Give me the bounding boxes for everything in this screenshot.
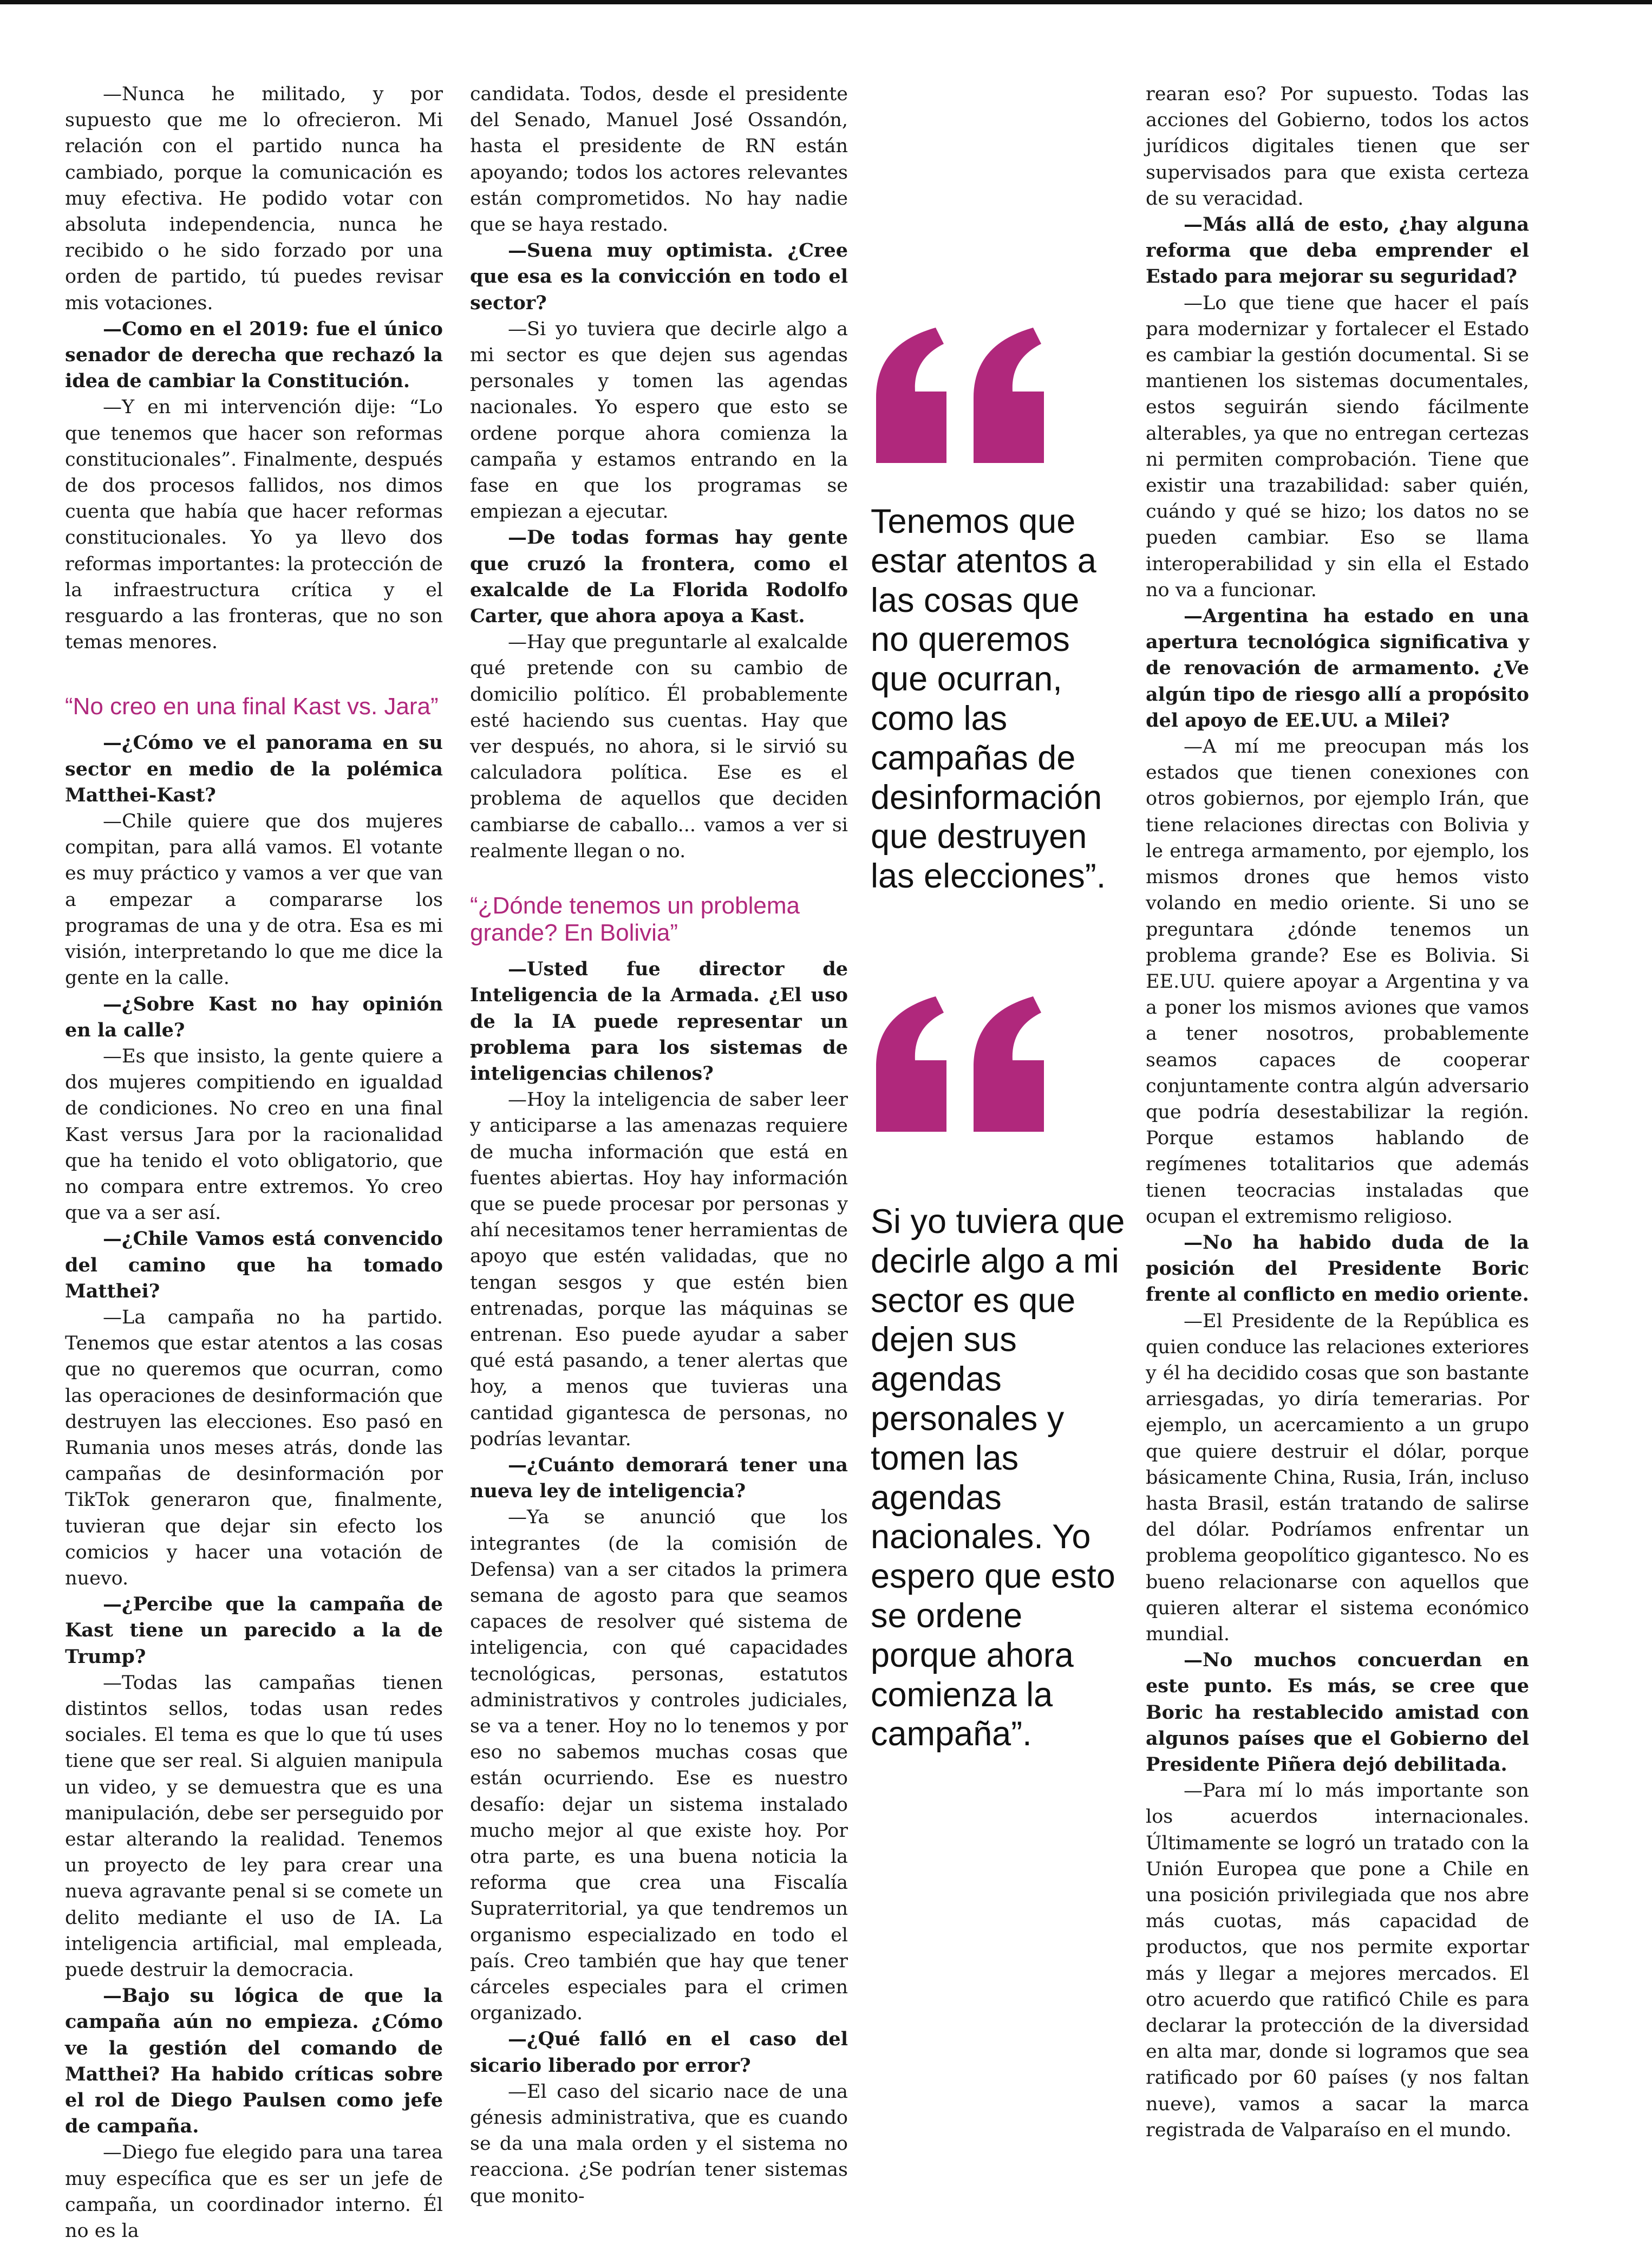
answer-paragraph: —Chile quiere que dos mujeres compitan, para allá vamos. El votante es muy práctico y vamos a ver que van a empezar a compararse los programas de una y de otra. Esa es mi visión, interpretando lo que me dice la gente en la calle. — [65, 811, 443, 989]
answer-paragraph: —Lo que tiene que hacer el país para modernizar y fortalecer el Estado es cambiar la gestión documental. Si se mantienen los sistemas documentales, estos seguirán siendo fácilmente alterables, ya que no entregan certezas ni permiten comprobación. Tiene que existir una trazabilidad: saber quién, cuándo y qué se hizo; los datos no se pueden cambiar. Eso se llama interoperabilidad y sin ella el Estado no va a funcionar. — [1146, 292, 1529, 601]
quote-mark-icon — [871, 328, 1049, 474]
continued-paragraph: candidata. Todos, desde el presidente del Senado, Manuel José Ossandón, hasta el presidente de RN están apoyando; todos los actores relevantes están comprometidos. No hay nadie que se haya restado. — [470, 83, 848, 236]
answer-paragraph: —Diego fue elegido para una tarea muy específica que es ser un jefe de campaña, un coordinador interno. Él no es la — [65, 2142, 443, 2242]
article-column-2 — [470, 81, 848, 2209]
question-paragraph: —Suena muy optimista. ¿Cree que esa es la convicción en todo el sector? — [470, 239, 848, 314]
question-paragraph: —Usted fue director de Inteligencia de la Armada. ¿El uso de la IA puede representar un problema para los sistemas de inteligencias chilenos? — [470, 958, 848, 1085]
paragraph-group — [65, 730, 443, 2244]
paragraph-group — [65, 81, 443, 655]
continued-paragraph: rearan eso? Por supuesto. Todas las acciones del Gobierno, todos los actos jurídicos digitales tienen que ser supervisados para que exista certeza de su veracidad. — [1146, 83, 1529, 210]
question-paragraph: —¿Sobre Kast no hay opinión en la calle? — [65, 993, 443, 1041]
pull-quote-column — [871, 81, 1125, 1976]
pull-quote — [871, 328, 1125, 896]
answer-paragraph: —Hay que preguntarle al exalcalde qué pretende con su cambio de domicilio político. Él probablemente esté haciendo sus cuentas. Hay que ver después, no ahora, si le sirvió su calculadora política. Ese es el problema de aquellos que deciden cambiarse de caballo... vamos a ver si realmente llegan o no. — [470, 631, 848, 862]
article-column-1 — [65, 81, 443, 2244]
question-paragraph: —¿Chile Vamos está convencido del camino que ha tomado Matthei? — [65, 1228, 443, 1302]
paragraph-group — [470, 81, 848, 864]
answer-paragraph: —Para mí lo más importante son los acuerdos internacionales. Últimamente se logró un tratado con la Unión Europea que pone a Chile en una posición privilegiada que nos abre más cuotas, más capacidad de productos, que nos permite exportar más y llegar a mejores mercados. El otro acuerdo que ratificó Chile es para declarar la protección de la diversidad en alta mar, donde si logramos que sea ratificado por 60 países (y nos faltan nueve), vamos a sacar la marca registrada de Valparaíso en el mundo. — [1146, 1780, 1529, 2141]
question-paragraph: —De todas formas hay gente que cruzó la frontera, como el exalcalde de La Florida Rodolfo Carter, que ahora apoya a Kast. — [470, 526, 848, 628]
answer-paragraph: —Nunca he militado, y por supuesto que me lo ofrecieron. Mi relación con el partido nunca ha cambiado, porque la comunicación es muy efectiva. He podido votar con absoluta independencia, nunca he recibido o he sido forzado por una orden de partido, tú puedes revisar mis votaciones. — [65, 83, 443, 314]
question-paragraph: —Como en el 2019: fue el único senador de derecha que rechazó la idea de cambiar la Constitución. — [65, 317, 443, 393]
pull-quote-text: Si yo tuviera que decirle algo a mi sector es que dejen sus agendas personales y tomen las agendas nacionales. Yo espero que esto se ordene porque ahora comienza la campaña”. — [871, 1203, 1125, 1753]
question-paragraph: —Argentina ha estado en una apertura tecnológica significativa y de renovación de armamento. ¿Ve algún tipo de riesgo allí a propósito del apoyo de EE.UU. a Milei? — [1146, 605, 1529, 732]
answer-paragraph: —El caso del sicario nace de una génesis administrativa, que es cuando se da una mala orden y el sistema no reacciona. ¿Se podrían tener sistemas que monito- — [470, 2080, 848, 2207]
answer-paragraph: —El Presidente de la República es quien conduce las relaciones exteriores y él ha decidido cosas que son bastante arriesgadas, yo diría temerarias. Por ejemplo, un acercamiento a un grupo que quiere destruir el dólar, porque básicamente China, Rusia, Irán, incluso hasta Brasil, están tratando de salirse del dólar. Podríamos enfrentar un problema geopolítico gigantesco. No es bueno relacionarse con aquellos que quieren alterar el sistema económico mundial. — [1146, 1310, 1529, 1645]
subheading: “No creo en una final Kast vs. Jara” — [65, 693, 439, 720]
answer-paragraph: —Hoy la inteligencia de saber leer y anticiparse a las amenazas requiere de mucha información que está en fuentes abiertas. Hoy hay información que se puede procesar por personas y ahí necesitamos tener herramientas de apoyo que estén validadas, que no tengan sesgos y que estén bien entrenadas, porque las máquinas se entrenan. Eso puede ayudar a saber qué está pasando, a tener alertas que hoy, a menos que tuvieras una cantidad gigantesca de personas, no podrías levantar. — [470, 1089, 848, 1450]
question-paragraph: —¿Cómo ve el panorama en su sector en medio de la polémica Matthei-Kast? — [65, 732, 443, 806]
paragraph-group — [1146, 81, 1529, 2143]
answer-paragraph: —Ya se anunció que los integrantes (de la comisión de Defensa) van a ser citados la primera semana de agosto para que seamos capaces de resolver qué sistema de inteligencia, con qué capacidades tecnológicas, personas, estatutos administrativos y controles judiciales, se va a tener. Hoy no lo tenemos y por eso no sabemos muchas cosas que están ocurriendo. Ese es nuestro desafío: dejar un sistema instalado mucho mejor al que existe hoy. Por otra parte, es una buena noticia la reforma que crea una Fiscalía Supraterritorial, ya que tendremos un organismo especializado en todo el país. Creo también que hay que tener cárceles especiales para el crimen organizado. — [470, 1506, 848, 2025]
top-rule — [0, 0, 1652, 4]
answer-paragraph: —Es que insisto, la gente quiere a dos mujeres compitiendo en igualdad de condiciones. No creo en una final Kast versus Jara por la racionalidad que ha tenido el voto obligatorio, que no compara entre extremos. Yo creo que va a ser así. — [65, 1045, 443, 1224]
answer-paragraph: —La campaña no ha partido. Tenemos que estar atentos a las cosas que no queremos que ocurran, como las operaciones de desinformación que destruyen las elecciones. Eso pasó en Rumania unos meses atrás, donde las campañas de desinformación por TikTok generaron que, finalmente, tuvieran que dejar sin efecto los comicios y hacer una votación de nuevo. — [65, 1306, 443, 1589]
pull-quote — [871, 996, 1125, 1754]
pull-quote-text: Tenemos que estar atentos a las cosas que no queremos que ocurran, como las campañas de desinformación que destruyen las elecciones”. — [871, 503, 1106, 896]
question-paragraph: —No ha habido duda de la posición del Presidente Boric frente al conflicto en medio oriente. — [1146, 1231, 1529, 1306]
answer-paragraph: —A mí me preocupan más los estados que tienen conexiones con otros gobiernos, por ejemplo Irán, que tiene relaciones directas con Bolivia y le entrega armamento, por ejemplo, los mismos drones que hemos visto volando en medio oriente. Si uno se preguntara ¿dónde tenemos un problema grande? Ese es Bolivia. Si EE.UU. quiere apoyar a Argentina y va a poner los mismos aviones que vamos a tener nosotros, probablemente seamos capaces de cooperar conjuntamente contra algún adversario que podría desestabilizar la región. Porque estamos hablando de regímenes totalitarios que además tienen teocracias instaladas que ocupan el extremismo religioso. — [1146, 736, 1529, 1228]
quote-mark-icon — [871, 996, 1049, 1143]
question-paragraph: —¿Percibe que la campaña de Kast tiene un parecido a la de Trump? — [65, 1593, 443, 1668]
question-paragraph: —Bajo su lógica de que la campaña aún no empieza. ¿Cómo ve la gestión del comando de Matthei? Ha habido críticas sobre el rol de Diego Paulsen como jefe de campaña. — [65, 1985, 443, 2138]
subheading: “¿Dónde tenemos un problema grande? En Bolivia” — [470, 892, 800, 947]
paragraph-group — [470, 956, 848, 2209]
question-paragraph: —¿Cuánto demorará tener una nueva ley de inteligencia? — [470, 1453, 848, 1503]
answer-paragraph: —Si yo tuviera que decirle algo a mi sector es que dejen sus agendas personales y tomen las agendas nacionales. Yo espero que esto se ordene porque ahora comienza la campaña y estamos entrando en la fase en que los programas se empiezan a ejecutar. — [470, 318, 848, 523]
question-paragraph: —¿Qué falló en el caso del sicario liberado por error? — [470, 2028, 848, 2077]
answer-paragraph: —Todas las campañas tienen distintos sellos, todas usan redes sociales. El tema es que lo que tú uses tiene que ser real. Si alguien manipula un video, y se demuestra que es una manipulación, debe ser perseguido por estar alterando la realidad. Tenemos un proyecto de ley para crear una nueva agravante penal si se comete un delito mediante el uso de IA. La inteligencia artificial, mal empleada, puede destruir la democracia. — [65, 1672, 443, 1981]
article-column-4 — [1146, 81, 1529, 2143]
question-paragraph: —No muchos concuerdan en este punto. Es más, se cree que Boric ha restablecido amistad con algunos países que el Gobierno del Presidente Piñera dejó debilitada. — [1146, 1649, 1529, 1776]
answer-paragraph: —Y en mi intervención dije: “Lo que tenemos que hacer son reformas constitucionales”. Finalmente, después de dos procesos fallidos, nos dimos cuenta que había que hacer reformas constitucionales. Yo ya llevo dos reformas importantes: la protección de la infraestructura crítica y el resguardo a las fronteras, que no son temas menores. — [65, 396, 443, 654]
question-paragraph: —Más allá de esto, ¿hay alguna reforma que deba emprender el Estado para mejorar su seguridad? — [1146, 213, 1529, 288]
